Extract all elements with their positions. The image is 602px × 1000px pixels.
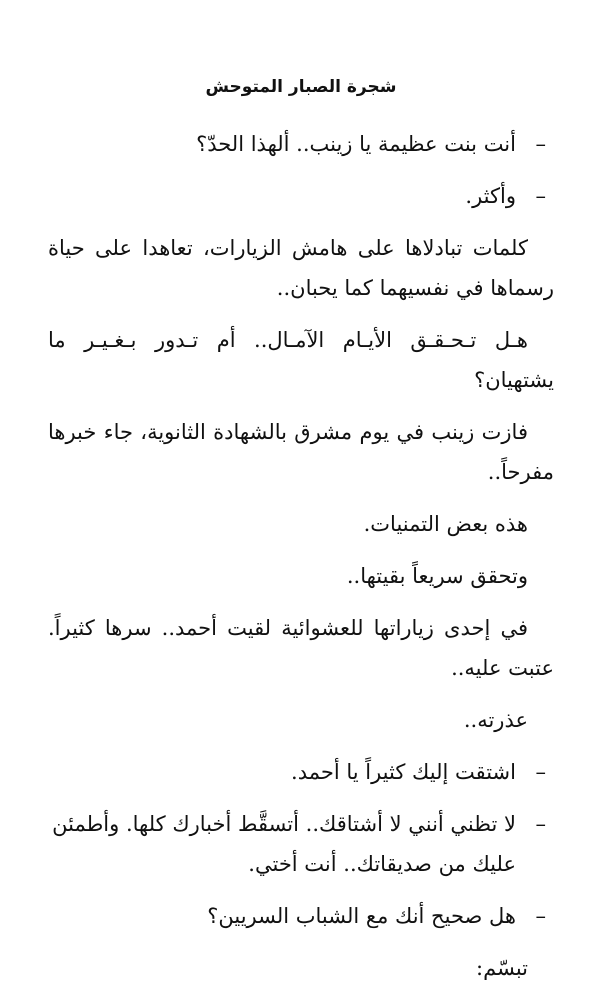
dialogue-text: لا تظني أنني لا أشتاقك.. أتسقَّط أخبارك كلها. وأطمئن عليك من صديقاتك.. أنت أختي. bbox=[52, 812, 516, 876]
book-page bbox=[48, 62, 554, 1000]
paragraph: فازت زينب في يوم مشرق بالشهادة الثانوية، جاء خبرها مفرحاً.. bbox=[48, 420, 554, 484]
dialogue-dash: – bbox=[535, 904, 546, 928]
dialogue-line bbox=[48, 804, 554, 884]
page-title: شجرة الصبار المتوحش bbox=[205, 77, 397, 97]
paragraph: وتحقق سريعاً بقيتها.. bbox=[346, 564, 528, 588]
dialogue-dash: – bbox=[535, 760, 546, 784]
paragraph: كلمات تبادلاها على هامش الزيارات، تعاهدا على حياة رسماها في نفسيهما كما يحبان.. bbox=[48, 236, 554, 300]
dialogue-dash: – bbox=[535, 132, 546, 156]
dialogue-text: أنت بنت عظيمة يا زينب.. ألهذا الحدّ؟ bbox=[196, 132, 516, 156]
paragraph: هذه بعض التمنيات. bbox=[363, 512, 528, 536]
dialogue-line bbox=[48, 896, 554, 936]
dialogue-text: اشتقت إليك كثيراً يا أحمد. bbox=[291, 760, 516, 784]
dialogue-dash: – bbox=[535, 812, 546, 836]
dialogue-line bbox=[48, 176, 554, 216]
paragraph: في إحدى زياراتها للعشوائية لقيت أحمد.. سرها كثيراً. عتبت عليه.. bbox=[48, 616, 554, 680]
paragraph: تبسّم: bbox=[476, 956, 528, 980]
dialogue-line bbox=[48, 752, 554, 792]
dialogue-line bbox=[48, 124, 554, 164]
dialogue-text: هل صحيح أنك مع الشباب السريين؟ bbox=[207, 904, 516, 928]
paragraph: هـل تـحـقـق الأيـام الآمـال.. أم تـدور بـغـيـر ما يشتهيان؟ bbox=[48, 328, 554, 392]
dialogue-dash: – bbox=[535, 184, 546, 208]
paragraph: عذرته.. bbox=[463, 708, 528, 732]
dialogue-text: وأكثر. bbox=[465, 184, 516, 208]
